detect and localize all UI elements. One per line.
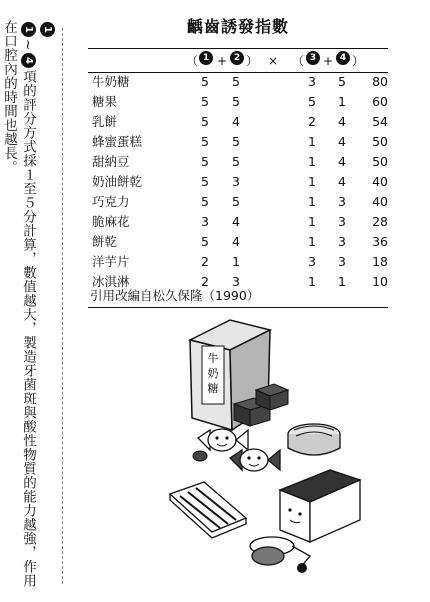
candy-illustration <box>193 429 280 471</box>
page-title: 齲齒誘發指數 <box>186 17 289 36</box>
table-top-rule <box>88 48 388 49</box>
score-total: 18 <box>372 254 388 269</box>
score-total: 54 <box>372 114 388 129</box>
score-2: 5 <box>232 94 240 109</box>
score-3: 1 <box>308 214 316 229</box>
score-total: 60 <box>372 94 388 109</box>
score-3: 1 <box>308 154 316 169</box>
box-label-1: 牛 <box>207 352 219 365</box>
table-row <box>88 252 388 272</box>
score-total: 80 <box>372 74 388 89</box>
score-3: 1 <box>308 134 316 149</box>
score-4: 5 <box>338 74 346 89</box>
food-name: 牛奶糖 <box>92 74 130 89</box>
food-name: 奶油餅乾 <box>92 174 143 189</box>
score-1: 5 <box>201 174 209 189</box>
food-name: 蜂蜜蛋糕 <box>92 134 143 149</box>
score-1: 3 <box>201 214 209 229</box>
table-row <box>88 152 388 172</box>
sweets-illustration <box>150 310 370 580</box>
score-4: 1 <box>338 94 346 109</box>
table-bottom-rule <box>88 307 388 308</box>
header-rparen-2: ） <box>352 54 365 68</box>
food-name: 糖果 <box>92 94 118 109</box>
score-total: 50 <box>372 134 388 149</box>
score-1: 5 <box>201 134 209 149</box>
marker-1b: 1 <box>21 22 36 37</box>
table-row <box>88 212 388 232</box>
score-2: 3 <box>232 274 240 289</box>
score-4: 3 <box>338 214 346 229</box>
score-4: 3 <box>338 234 346 249</box>
food-name: 餅乾 <box>92 234 118 249</box>
score-2: 5 <box>232 154 240 169</box>
marker-4: 4 <box>21 53 36 68</box>
tilde: ~ <box>20 39 36 51</box>
marker-1: 1 <box>40 22 55 37</box>
score-4: 4 <box>338 154 346 169</box>
header-circle-2: 2 <box>230 51 244 65</box>
header-circle-3: 3 <box>306 51 320 65</box>
score-2: 5 <box>232 194 240 209</box>
score-4: 4 <box>338 134 346 149</box>
cracker-illustration <box>170 482 246 538</box>
score-total: 40 <box>372 174 388 189</box>
score-2: 4 <box>232 214 240 229</box>
food-name: 脆麻花 <box>92 214 130 229</box>
score-2: 5 <box>232 134 240 149</box>
score-2: 1 <box>232 254 240 269</box>
score-3: 1 <box>308 194 316 209</box>
score-3: 1 <box>308 174 316 189</box>
score-1: 2 <box>201 254 209 269</box>
score-total: 40 <box>372 194 388 209</box>
header-times: × <box>268 54 279 68</box>
table-row <box>88 232 388 252</box>
food-name: 乳餅 <box>92 114 118 129</box>
score-4: 1 <box>338 274 346 289</box>
score-total: 28 <box>372 214 388 229</box>
score-4: 3 <box>338 254 346 269</box>
box-label-3: 糖 <box>207 382 219 395</box>
score-total: 50 <box>372 154 388 169</box>
table-body <box>88 72 388 292</box>
source-citation: 引用改編自松久保隆（1990） <box>90 288 260 303</box>
header-plus-2: + <box>323 54 334 68</box>
dashed-divider <box>62 28 63 584</box>
score-1: 5 <box>201 94 209 109</box>
table-row <box>88 112 388 132</box>
table-row <box>88 172 388 192</box>
table-row <box>88 132 388 152</box>
food-name: 甜納豆 <box>92 154 130 169</box>
score-3: 1 <box>308 274 316 289</box>
score-3: 1 <box>308 234 316 249</box>
score-4: 4 <box>338 174 346 189</box>
score-1: 5 <box>201 154 209 169</box>
cake-illustration <box>288 424 340 455</box>
score-2: 3 <box>232 174 240 189</box>
header-lparen-2: （ <box>292 54 305 68</box>
table-row <box>88 92 388 112</box>
header-circle-4: 4 <box>336 51 350 65</box>
box-label-2: 奶 <box>207 367 219 380</box>
table-header <box>88 51 388 71</box>
score-1: 5 <box>201 74 209 89</box>
table-row <box>88 192 388 212</box>
score-1: 5 <box>201 234 209 249</box>
table-row <box>88 72 388 92</box>
score-4: 4 <box>338 114 346 129</box>
score-2: 5 <box>232 74 240 89</box>
header-plus-1: + <box>217 54 228 68</box>
side-note-text: 項的評分方式採１至５分計算，數值越大，製造牙菌斑與酸性物質的能力越強，作用在口腔內的時間也越長。 <box>1 20 36 588</box>
score-total: 36 <box>372 234 388 249</box>
score-2: 4 <box>232 234 240 249</box>
score-1: 2 <box>201 274 209 289</box>
header-rparen-1: ） <box>246 54 259 68</box>
score-1: 5 <box>201 194 209 209</box>
score-3: 5 <box>308 94 316 109</box>
score-3: 3 <box>308 74 316 89</box>
sponge-cake-illustration <box>280 470 360 542</box>
header-circle-1: 1 <box>199 51 213 65</box>
food-name: 冰淇淋 <box>92 274 130 289</box>
header-lparen: （ <box>186 54 199 68</box>
score-total: 10 <box>372 274 388 289</box>
score-2: 4 <box>232 114 240 129</box>
score-1: 5 <box>201 114 209 129</box>
score-3: 2 <box>308 114 316 129</box>
side-note <box>1 20 56 590</box>
food-name: 巧克力 <box>92 194 130 209</box>
score-3: 3 <box>308 254 316 269</box>
food-name: 洋芋片 <box>92 254 130 269</box>
cookie-illustration <box>250 537 310 573</box>
score-4: 3 <box>338 194 346 209</box>
